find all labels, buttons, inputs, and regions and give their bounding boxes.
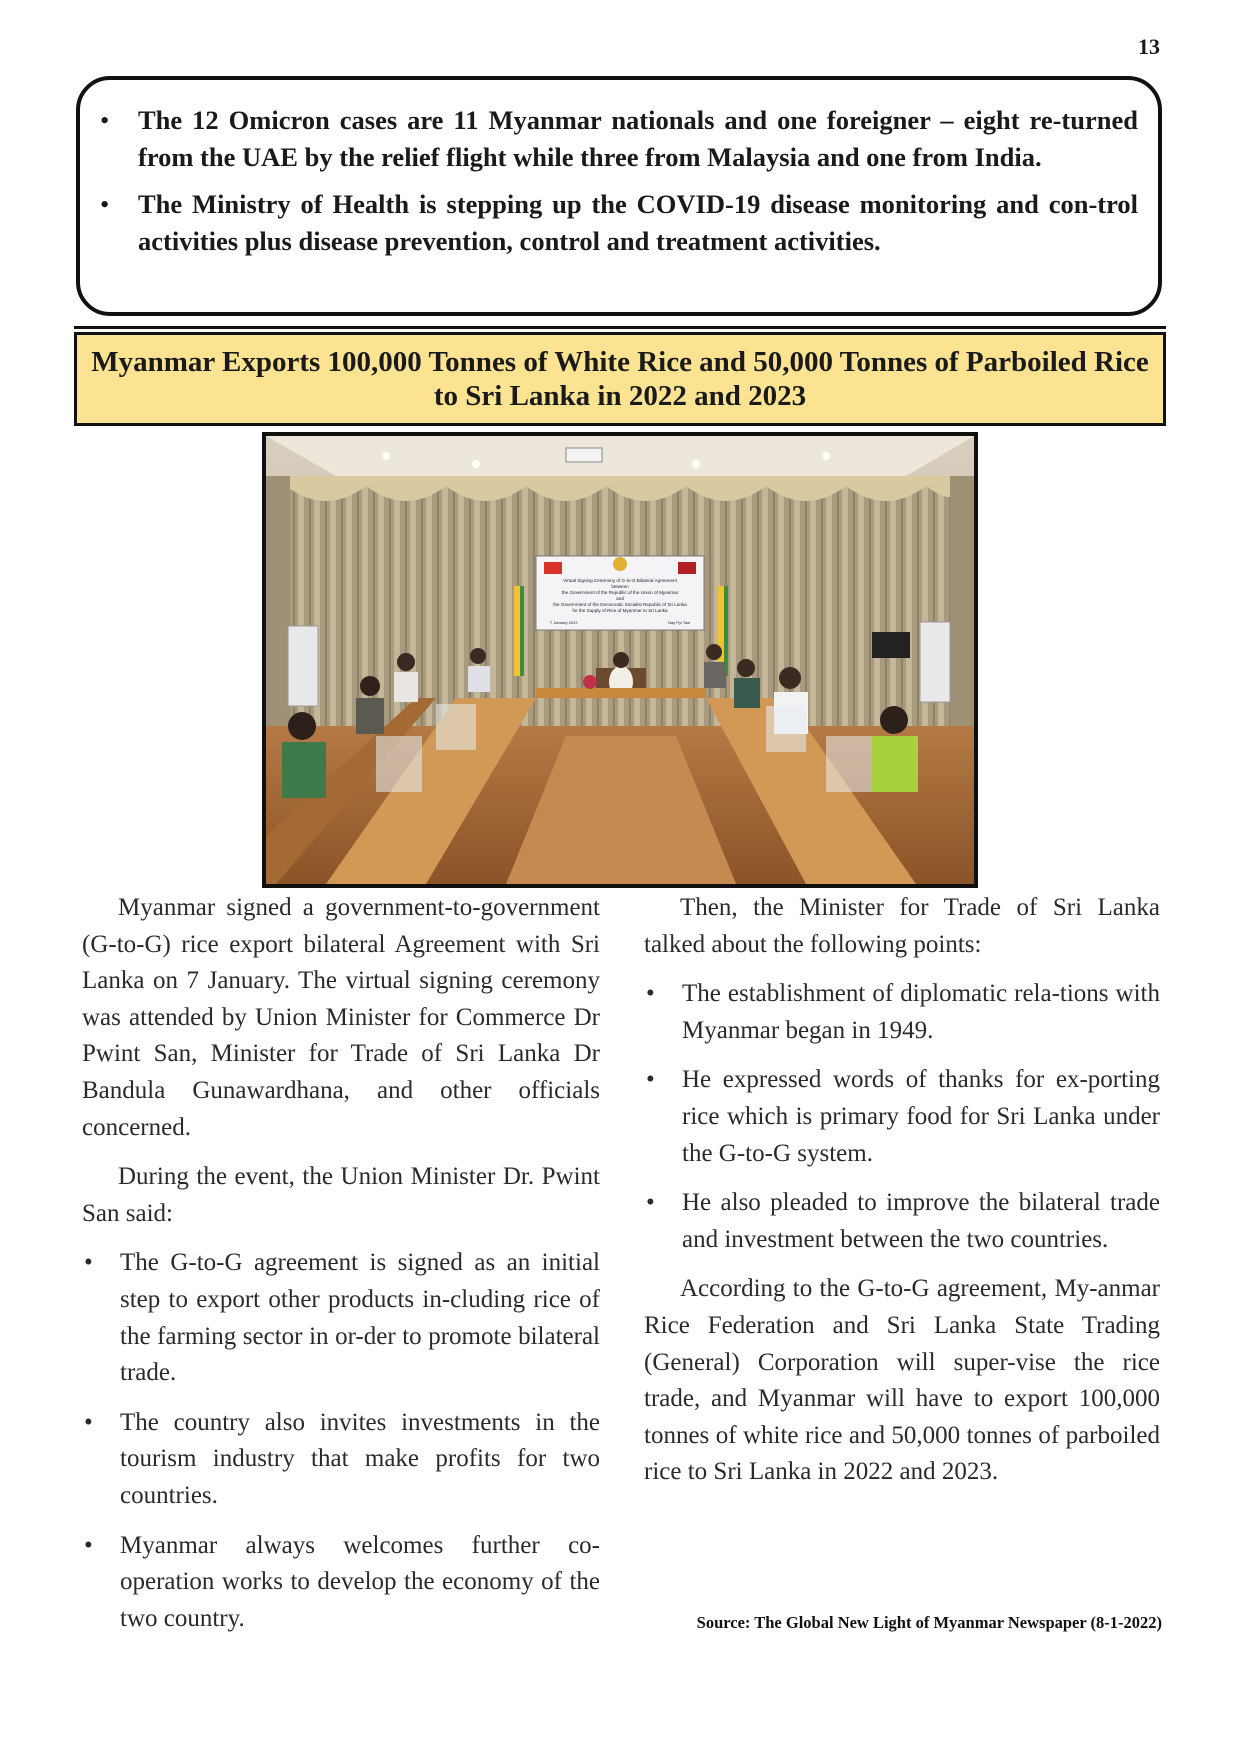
minister-points-list	[82, 1245, 600, 1637]
list-item: • The G-to-G agreement is signed as an initial step to export other products in-cluding rice of the farming sector in or-der to promote bilateral trade.	[82, 1245, 600, 1391]
article-headline	[74, 332, 1166, 426]
list-item: • He expressed words of thanks for ex-porting rice which is primary food for Sri Lanka under the G-to-G system.	[644, 1062, 1160, 1172]
summary-bullet: • The 12 Omicron cases are 11 Myanmar nationals and one foreigner – eight re-turned from the UAE by the relief flight while three from Malaysia and one from India.	[98, 102, 1138, 176]
summary-bullet: • The Ministry of Health is stepping up the COVID-19 disease monitoring and con-trol activities plus disease prevention, control and treatment activities.	[98, 186, 1138, 260]
section-divider	[74, 326, 1166, 329]
banner-line: between	[611, 584, 629, 589]
banner-footer: Nay Pyi Taw	[668, 620, 690, 625]
banner-line: Virtual Signing Ceremony of G-to-G Bilateral Agreement	[563, 578, 677, 583]
banner-line: and	[616, 596, 624, 601]
banner-line: the Government of the Republic of the Union of Myanmar	[561, 590, 679, 595]
ceremony-photo	[262, 432, 978, 888]
page-number: 13	[1138, 34, 1160, 59]
summary-bullet-list	[98, 102, 1138, 260]
list-item: • Myanmar always welcomes further co-operation works to develop the economy of the two country.	[82, 1528, 600, 1638]
left-column	[82, 890, 600, 1650]
summary-box	[76, 76, 1162, 316]
right-column	[644, 890, 1160, 1504]
trade-minister-points-list	[644, 976, 1160, 1258]
banner-footer: 7 January 2022	[550, 620, 578, 625]
article-paragraph: According to the G-to-G agreement, My-anmar Rice Federation and Sri Lanka State Trading (General) Corporation will super-vise the rice trade, and Myanmar will have to export 100,000 tonnes of white rice and 50,000 tonnes of parboiled rice to Sri Lanka in 2022 and 2023.	[644, 1275, 1160, 1486]
headline-text: Myanmar Exports 100,000 Tonnes of White Rice and 50,000 Tonnes of Parboiled Rice to Sri Lanka in 2022 and 2023	[91, 346, 1149, 412]
banner-line: the Government of the Democratic Socialist Republic of Sri Lanka	[553, 602, 687, 607]
list-item: • The country also invites investments in the tourism industry that make profits for two countries.	[82, 1405, 600, 1515]
source-citation: Source: The Global New Light of Myanmar Newspaper (8-1-2022)	[696, 1613, 1162, 1632]
article-paragraph: During the event, the Union Minister Dr. Pwint San said:	[82, 1163, 600, 1227]
list-item: • The establishment of diplomatic rela-tions with Myanmar began in 1949.	[644, 976, 1160, 1049]
list-item: • He also pleaded to improve the bilateral trade and investment between the two countries.	[644, 1185, 1160, 1258]
article-paragraph: Then, the Minister for Trade of Sri Lanka talked about the following points:	[644, 894, 1160, 958]
article-paragraph: Myanmar signed a government-to-government (G-to-G) rice export bilateral Agreement with Sri Lanka on 7 January. The virtual signing ceremony was attended by Union Minister for Commerce Dr Pwint San, Minister for Trade of Sri Lanka Dr Bandula Gunawardhana, and other officials concerned.	[82, 894, 600, 1141]
banner-line: for the Supply of Rice of Myanmar to Sri Lanka	[572, 608, 668, 613]
